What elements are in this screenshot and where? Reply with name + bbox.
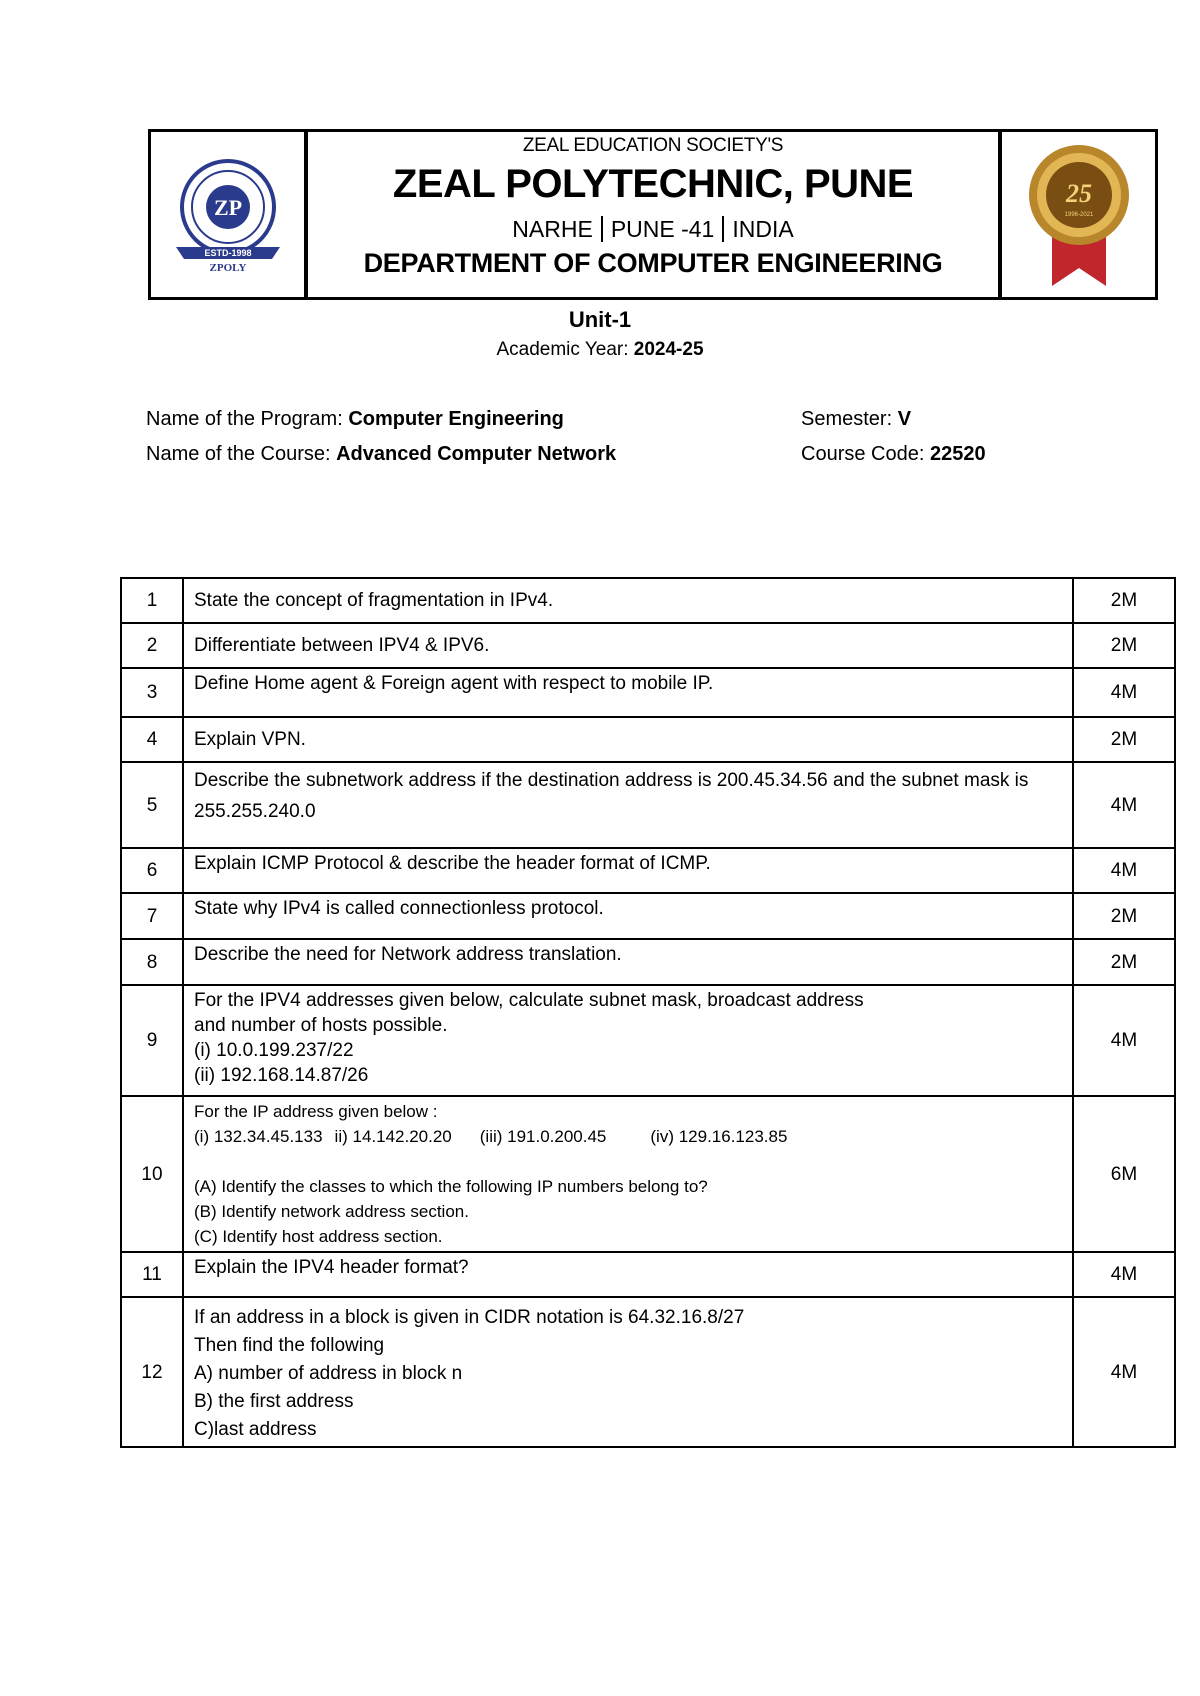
question-line: (ii) 192.168.14.87/26 bbox=[194, 1065, 369, 1086]
ip-item: (iii) 191.0.200.45 bbox=[479, 1127, 607, 1146]
question-number: 5 bbox=[121, 762, 183, 848]
question-number: 7 bbox=[121, 893, 183, 939]
college-address bbox=[308, 216, 998, 243]
question-line: 255.255.240.0 bbox=[194, 801, 316, 822]
question-number: 6 bbox=[121, 848, 183, 893]
question-text: Explain VPN. bbox=[183, 717, 1073, 762]
question-marks: 2M bbox=[1073, 939, 1175, 985]
question-marks: 2M bbox=[1073, 893, 1175, 939]
table-row bbox=[121, 717, 1175, 762]
question-line: and number of hosts possible. bbox=[194, 1015, 448, 1036]
badge-number: 25 bbox=[1065, 178, 1092, 208]
question-number: 12 bbox=[121, 1297, 183, 1447]
question-line: C)last address bbox=[194, 1419, 317, 1440]
college-seal-logo-icon bbox=[168, 155, 288, 275]
table-row bbox=[121, 578, 1175, 623]
question-text: Explain the IPV4 header format? bbox=[183, 1252, 1073, 1297]
college-name: ZEAL POLYTECHNIC, PUNE bbox=[392, 162, 914, 206]
table-row bbox=[121, 848, 1175, 893]
question-line: Then find the following bbox=[194, 1335, 385, 1356]
question-line: For the IPV4 addresses given below, calculate subnet mask, broadcast address bbox=[194, 990, 864, 1011]
question-number: 4 bbox=[121, 717, 183, 762]
table-row bbox=[121, 1096, 1175, 1252]
semester-value: V bbox=[897, 408, 912, 430]
question-line: (A) Identify the classes to which the following IP numbers belong to? bbox=[194, 1177, 708, 1196]
question-marks: 4M bbox=[1073, 848, 1175, 893]
question-marks: 2M bbox=[1073, 578, 1175, 623]
header-title-cell bbox=[308, 132, 998, 297]
table-row bbox=[121, 1252, 1175, 1297]
question-text bbox=[183, 1096, 1073, 1252]
institute-header bbox=[148, 129, 1158, 300]
department-name: DEPARTMENT OF COMPUTER ENGINEERING bbox=[363, 248, 943, 278]
course-line bbox=[146, 443, 616, 466]
question-marks: 2M bbox=[1073, 717, 1175, 762]
logo-estd-text: ESTD-1998 bbox=[203, 247, 252, 258]
question-marks: 6M bbox=[1073, 1096, 1175, 1252]
table-row bbox=[121, 985, 1175, 1096]
address-separator bbox=[722, 216, 724, 242]
question-text: Describe the need for Network address translation. bbox=[183, 939, 1073, 985]
question-line: A) number of address in block n bbox=[194, 1363, 463, 1384]
academic-year-value: 2024-25 bbox=[633, 339, 704, 360]
question-number: 11 bbox=[121, 1252, 183, 1297]
logo-zpoly-text: ZPOLY bbox=[209, 261, 246, 274]
question-text: State why IPv4 is called connectionless protocol. bbox=[183, 893, 1073, 939]
question-line: (C) Identify host address section. bbox=[194, 1227, 443, 1246]
question-number: 10 bbox=[121, 1096, 183, 1252]
question-number: 2 bbox=[121, 623, 183, 668]
course-label: Name of the Course: bbox=[146, 443, 337, 465]
question-number: 1 bbox=[121, 578, 183, 623]
table-row bbox=[121, 1297, 1175, 1447]
academic-year bbox=[0, 339, 1200, 361]
address-area: NARHE bbox=[512, 216, 593, 242]
question-number: 9 bbox=[121, 985, 183, 1096]
program-label: Name of the Program: bbox=[146, 408, 349, 430]
question-text bbox=[183, 762, 1073, 848]
question-line: B) the first address bbox=[194, 1391, 354, 1412]
svg-text:ZP: ZP bbox=[213, 194, 242, 220]
society-name: ZEAL EDUCATION SOCIETY'S bbox=[522, 135, 784, 156]
unit-title: Unit-1 bbox=[568, 307, 632, 332]
question-marks: 4M bbox=[1073, 1252, 1175, 1297]
question-number: 8 bbox=[121, 939, 183, 985]
question-table bbox=[120, 577, 1176, 1448]
question-marks: 4M bbox=[1073, 985, 1175, 1096]
question-marks: 4M bbox=[1073, 762, 1175, 848]
ip-address-list bbox=[194, 1124, 1062, 1149]
question-line: For the IP address given below : bbox=[194, 1102, 438, 1121]
question-line: (i) 10.0.199.237/22 bbox=[194, 1040, 354, 1061]
address-city: PUNE -41 bbox=[610, 216, 715, 242]
question-line: (B) Identify network address section. bbox=[194, 1202, 469, 1221]
badge-years: 1996-2021 bbox=[1064, 211, 1093, 218]
table-row bbox=[121, 939, 1175, 985]
semester-label: Semester: bbox=[801, 408, 898, 430]
anniversary-badge-icon bbox=[1024, 140, 1134, 290]
semester-line bbox=[801, 408, 911, 431]
ip-item: ii) 14.142.20.20 bbox=[334, 1127, 452, 1146]
question-line: Describe the subnetwork address if the destination address is 200.45.34.56 and the subnet mask is bbox=[194, 770, 1029, 791]
question-text: State the concept of fragmentation in IPv4. bbox=[183, 578, 1073, 623]
question-line: If an address in a block is given in CIDR notation is 64.32.16.8/27 bbox=[194, 1307, 745, 1328]
ip-item: (i) 132.34.45.133 bbox=[194, 1127, 323, 1146]
question-marks: 4M bbox=[1073, 1297, 1175, 1447]
question-number: 3 bbox=[121, 668, 183, 717]
right-logo-cell bbox=[998, 132, 1155, 297]
ip-item: (iv) 129.16.123.85 bbox=[650, 1127, 788, 1146]
address-separator bbox=[601, 216, 603, 242]
question-text: Define Home agent & Foreign agent with respect to mobile IP. bbox=[183, 668, 1073, 717]
question-text: Differentiate between IPV4 & IPV6. bbox=[183, 623, 1073, 668]
table-row bbox=[121, 668, 1175, 717]
table-row bbox=[121, 762, 1175, 848]
course-value: Advanced Computer Network bbox=[336, 443, 617, 465]
program-line bbox=[146, 408, 564, 431]
question-text bbox=[183, 985, 1073, 1096]
course-code-label: Course Code: bbox=[801, 443, 930, 465]
question-marks: 2M bbox=[1073, 623, 1175, 668]
address-country: INDIA bbox=[732, 216, 794, 242]
academic-year-label: Academic Year: bbox=[496, 339, 634, 360]
course-code-value: 22520 bbox=[929, 443, 986, 465]
table-row bbox=[121, 623, 1175, 668]
left-logo-cell bbox=[151, 132, 308, 297]
question-text bbox=[183, 1297, 1073, 1447]
course-code-line bbox=[801, 443, 986, 466]
question-marks: 4M bbox=[1073, 668, 1175, 717]
table-row bbox=[121, 893, 1175, 939]
program-value: Computer Engineering bbox=[348, 408, 564, 430]
question-text: Explain ICMP Protocol & describe the header format of ICMP. bbox=[183, 848, 1073, 893]
